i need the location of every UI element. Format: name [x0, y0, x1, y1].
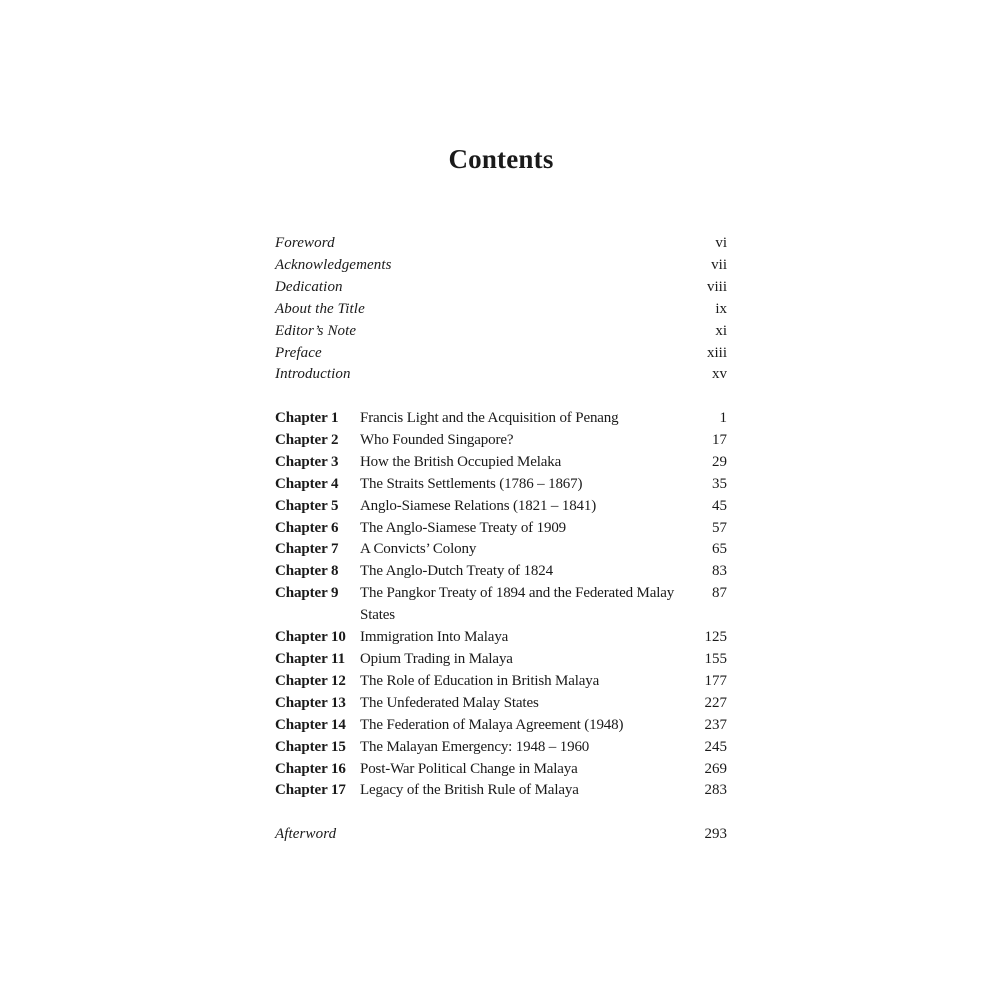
chapter-row [275, 583, 727, 627]
afterword-page-number: 293 [704, 826, 727, 842]
chapter-row [275, 759, 727, 781]
chapter-title-line: Immigration Into Malaya [360, 629, 509, 646]
chapter-page-number: 237 [704, 716, 727, 733]
chapter-title-line: The Federation of Malaya Agreement (1948) [360, 716, 624, 733]
chapter-row [275, 408, 727, 430]
chapter-title [360, 561, 687, 583]
front-matter-page-number: xv [712, 366, 727, 383]
front-matter-row [275, 299, 727, 321]
chapter-row [275, 715, 727, 737]
front-matter-label: Editor’s Note [275, 322, 357, 339]
front-matter-page-number: vii [711, 256, 727, 273]
chapter-page-number: 227 [704, 694, 727, 711]
afterword-row [275, 824, 727, 846]
chapter-page-number: 45 [712, 497, 727, 514]
chapter-label: Chapter 12 [275, 672, 346, 689]
front-matter-row [275, 343, 727, 365]
chapter-title [360, 539, 687, 561]
chapter-row [275, 671, 727, 693]
front-matter-page-number: xi [715, 322, 727, 339]
chapter-title-line: Francis Light and the Acquisition of Penang [360, 410, 619, 426]
chapter-label: Chapter 4 [275, 475, 339, 492]
chapter-page-number: 29 [712, 453, 727, 470]
chapter-title [360, 715, 687, 737]
chapter-page-number: 65 [712, 541, 727, 558]
chapter-title [360, 649, 687, 671]
front-matter-label: Dedication [275, 278, 343, 295]
chapter-title [360, 627, 687, 649]
chapter-title-line: The Anglo-Dutch Treaty of 1824 [360, 563, 553, 580]
chapter-label: Chapter 14 [275, 716, 346, 733]
chapter-label: Chapter 17 [275, 782, 346, 799]
chapter-page-number: 283 [704, 782, 727, 799]
front-matter-label: Preface [275, 344, 322, 361]
chapter-page-number: 245 [704, 738, 727, 755]
chapter-title-line: Post-War Political Change in Malaya [360, 760, 578, 777]
chapter-page-number: 155 [704, 650, 727, 667]
chapter-title-line: States [360, 607, 395, 624]
chapter-page-number: 269 [704, 760, 727, 777]
chapter-row [275, 518, 727, 540]
chapter-row [275, 627, 727, 649]
chapter-label: Chapter 6 [275, 519, 339, 536]
chapter-label: Chapter 5 [275, 497, 339, 514]
chapter-page-number: 177 [704, 672, 727, 689]
chapter-row [275, 693, 727, 715]
front-matter-row [275, 321, 727, 343]
chapter-row [275, 737, 727, 759]
chapter-row [275, 561, 727, 583]
chapter-title-line: A Convicts’ Colony [360, 541, 477, 558]
chapter-label: Chapter 8 [275, 563, 339, 580]
chapter-row [275, 430, 727, 452]
chapter-row [275, 780, 727, 802]
front-matter-page-number: ix [715, 300, 727, 317]
chapter-label: Chapter 2 [275, 431, 339, 448]
chapter-title-line: How the British Occupied Melaka [360, 453, 562, 470]
chapter-page-number: 125 [704, 629, 727, 646]
front-matter-label: Acknowledgements [275, 256, 392, 273]
chapter-label: Chapter 9 [275, 585, 339, 602]
chapter-title-line: The Straits Settlements (1786 – 1867) [360, 475, 583, 492]
chapter-page-number: 35 [712, 475, 727, 492]
chapter-label: Chapter 10 [275, 629, 346, 646]
chapter-title-line: The Malayan Emergency: 1948 – 1960 [360, 738, 590, 755]
page-title: Contents [448, 144, 554, 175]
chapter-title [360, 430, 687, 452]
chapter-page-number: 83 [712, 563, 727, 580]
chapter-title [360, 693, 687, 715]
chapter-row [275, 474, 727, 496]
chapter-label: Chapter 13 [275, 694, 346, 711]
chapter-page-number: 87 [712, 585, 727, 602]
chapter-title [360, 759, 687, 781]
chapter-row [275, 496, 727, 518]
chapter-title-line: The Pangkor Treaty of 1894 and the Federated Malay [360, 585, 675, 602]
chapter-title-line: The Role of Education in British Malaya [360, 672, 600, 689]
chapter-title-line: The Unfederated Malay States [360, 694, 539, 711]
front-matter-page-number: vi [715, 235, 727, 251]
chapter-title-line: Who Founded Singapore? [360, 431, 514, 448]
afterword-section [275, 824, 727, 846]
chapter-label: Chapter 1 [275, 410, 339, 426]
chapter-title-line: Anglo-Siamese Relations (1821 – 1841) [360, 497, 597, 514]
chapter-title [360, 583, 687, 627]
chapter-label: Chapter 3 [275, 453, 339, 470]
chapter-title [360, 671, 687, 693]
chapter-row [275, 452, 727, 474]
front-matter-page-number: xiii [706, 344, 727, 361]
chapter-label: Chapter 16 [275, 760, 346, 777]
chapter-title [360, 474, 687, 496]
chapter-label: Chapter 11 [275, 650, 345, 667]
chapter-title [360, 408, 687, 430]
front-matter-label: Introduction [275, 366, 351, 383]
chapter-title [360, 496, 687, 518]
chapter-title [360, 452, 687, 474]
afterword-label: Afterword [275, 826, 337, 842]
chapter-list [275, 408, 727, 802]
chapter-title [360, 518, 687, 540]
chapter-label: Chapter 7 [275, 541, 339, 558]
chapter-title-line: The Anglo-Siamese Treaty of 1909 [360, 519, 567, 536]
chapter-title [360, 737, 687, 759]
chapter-page-number: 17 [712, 431, 727, 448]
front-matter-row [275, 255, 727, 277]
chapter-title [360, 780, 687, 802]
front-matter-row [275, 233, 727, 255]
chapter-title-line: Opium Trading in Malaya [360, 650, 513, 667]
chapter-title-line: Legacy of the British Rule of Malaya [360, 782, 579, 799]
front-matter-list [275, 233, 727, 386]
front-matter-label: About the Title [275, 300, 365, 317]
chapter-row [275, 539, 727, 561]
chapter-page-number: 1 [719, 410, 727, 426]
front-matter-label: Foreword [275, 235, 335, 251]
front-matter-row [275, 277, 727, 299]
front-matter-row [275, 364, 727, 386]
chapter-label: Chapter 15 [275, 738, 346, 755]
chapter-row [275, 649, 727, 671]
chapter-page-number: 57 [712, 519, 727, 536]
front-matter-page-number: viii [706, 278, 727, 295]
